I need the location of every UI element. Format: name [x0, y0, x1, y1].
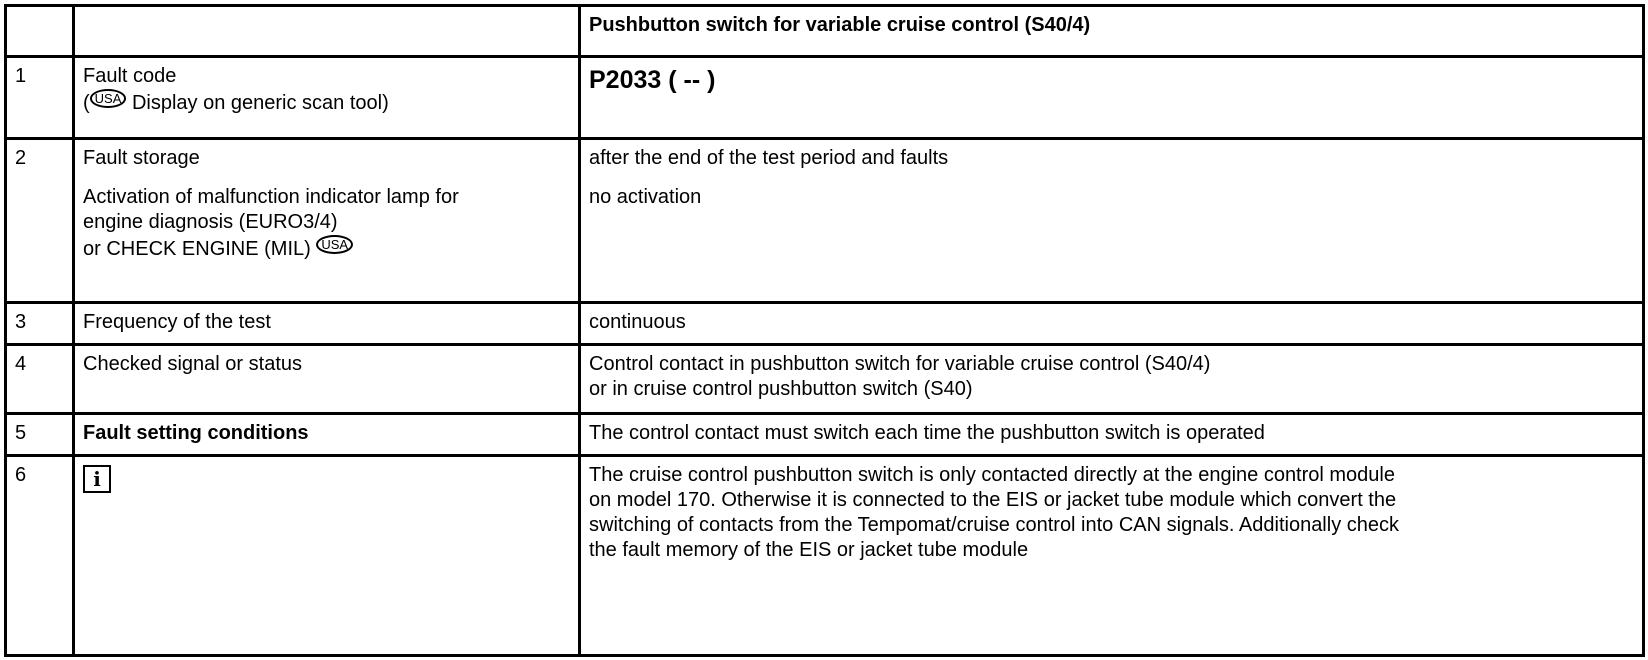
value-mil-activation: no activation: [589, 186, 702, 208]
value-signal-line1: Control contact in pushbutton switch for variable cruise control (S40/4): [589, 353, 1211, 375]
fault-spec-document: [4, 4, 1645, 657]
row-label: Checked signal or status: [74, 345, 580, 414]
row-label: Frequency of the test: [74, 303, 580, 345]
row-label: [74, 57, 580, 139]
note-line4: the fault memory of the EIS or jacket tube module: [589, 539, 1029, 561]
row-value: [580, 345, 1644, 414]
row-label: [74, 456, 580, 656]
table-row-note: [6, 456, 1644, 656]
row-value: [580, 139, 1644, 303]
header-label-cell: [74, 6, 580, 57]
row-number: 2: [6, 139, 74, 303]
usa-badge-icon: USA: [316, 235, 353, 254]
table-row-frequency: [6, 303, 1644, 345]
table-header-row: [6, 6, 1644, 57]
label-mil-line3: or CHECK ENGINE (MIL): [83, 238, 311, 260]
label-fault-storage: Fault storage: [83, 147, 200, 169]
label-mil-line3-wrap: [83, 235, 570, 262]
table-row-fault-code: [6, 57, 1644, 139]
table-row-fault-storage: [6, 139, 1644, 303]
label-mil-line1: Activation of malfunction indicator lamp for: [83, 186, 459, 208]
label-scan-tool-line: [83, 89, 570, 116]
table-row-checked-signal: [6, 345, 1644, 414]
row-number: 4: [6, 345, 74, 414]
header-title: Pushbutton switch for variable cruise control (S40/4): [580, 6, 1644, 57]
table-row-fault-setting: [6, 414, 1644, 456]
label-mil-line2: engine diagnosis (EURO3/4): [83, 211, 338, 233]
value-fault-storage: after the end of the test period and faults: [589, 147, 949, 169]
note-line2: on model 170. Otherwise it is connected to the EIS or jacket tube module which convert the: [589, 489, 1397, 511]
info-icon: i: [83, 465, 111, 493]
row-label: Fault setting conditions: [74, 414, 580, 456]
row-label: [74, 139, 580, 303]
value-signal-line2: or in cruise control pushbutton switch (S40): [589, 378, 973, 400]
row-number: 1: [6, 57, 74, 139]
label-open-paren: (: [83, 92, 90, 114]
header-number-cell: [6, 6, 74, 57]
usa-badge-icon: USA: [90, 89, 127, 108]
fault-spec-table: [4, 4, 1645, 657]
fault-code-value: P2033 ( -- ): [589, 66, 716, 94]
row-value: [580, 456, 1644, 656]
row-number: 3: [6, 303, 74, 345]
label-scan-tool: Display on generic scan tool): [126, 92, 389, 114]
row-value: continuous: [580, 303, 1644, 345]
label-fault-code: Fault code: [83, 65, 177, 87]
row-value: The control contact must switch each time the pushbutton switch is operated: [580, 414, 1644, 456]
row-number: 6: [6, 456, 74, 656]
row-value: [580, 57, 1644, 139]
note-line1: The cruise control pushbutton switch is only contacted directly at the engine control module: [589, 464, 1395, 486]
row-number: 5: [6, 414, 74, 456]
note-line3: switching of contacts from the Tempomat/cruise control into CAN signals. Additionally check: [589, 514, 1399, 536]
